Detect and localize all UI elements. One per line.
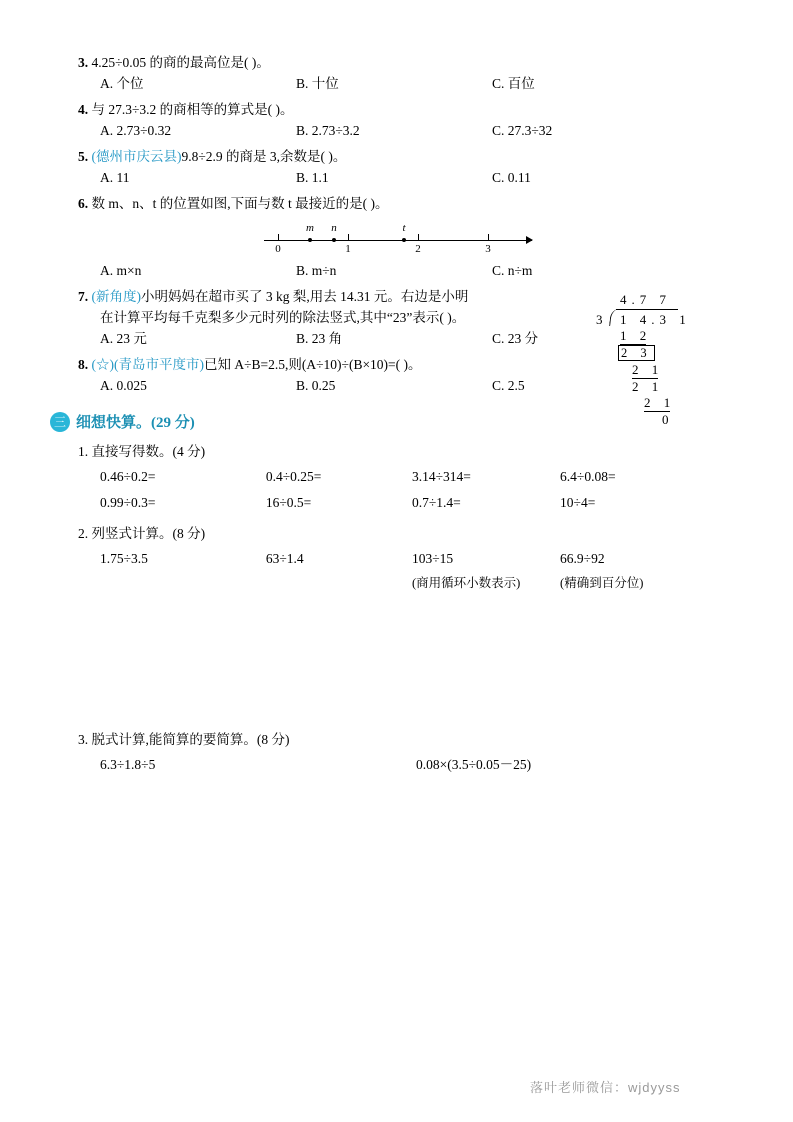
part-1-item-2: 0.4÷0.25= [265,469,322,484]
question-4-options [78,120,718,142]
question-6-text: 数 m、n、t 的位置如图,下面与数 t 最接近的是( )。 [91,196,389,211]
part-2-item-2: 63÷1.4 [265,551,304,566]
question-5 [78,146,718,189]
number-line-figure [78,216,718,260]
question-7-tag: (新角度) [91,289,141,304]
question-6-options [78,260,718,282]
section-three-number: 三 [50,412,70,432]
part-1-row-1 [78,464,718,490]
question-3-number: 3. [78,55,89,70]
question-4-option-b[interactable]: B. 2.73÷3.2 [296,123,360,138]
part-1-item-1: 0.46÷0.2= [100,469,156,484]
question-4-option-c[interactable]: C. 27.3÷32 [492,123,553,138]
question-6-number: 6. [78,196,89,211]
question-3-text: 4.25÷0.05 的商的最高位是( )。 [91,55,270,70]
number-line-label-1: 1 [345,243,351,255]
part-2-note-2 [266,572,412,594]
part-2-notes [78,572,718,594]
question-6-option-b[interactable]: B. m÷n [296,263,337,278]
number-line-arrow [526,236,533,244]
division-row-3: 2 1 [632,362,664,377]
part-1-item-7: 0.7÷1.4= [411,495,461,510]
division-boxed-23: 2 3 [618,345,655,361]
part-1 [78,440,718,516]
part-1-item-3: 3.14÷314= [411,469,471,484]
question-7-option-b[interactable]: B. 23 角 [296,331,343,346]
question-5-tag: (德州市庆云县) [91,149,182,164]
question-6-stem [78,193,718,214]
number-line-axis [264,240,532,241]
question-8-options [78,375,718,397]
question-3-option-a[interactable]: A. 个位 [100,76,144,91]
number-line-var-n: n [331,222,337,234]
question-4-stem [78,99,718,120]
question-3-stem [78,52,718,73]
question-6-option-a[interactable]: A. m×n [100,263,142,278]
question-5-option-c[interactable]: C. 0.11 [492,170,531,185]
division-dividend: 1 4.3 1 [620,312,691,327]
part-2-note-1 [100,572,266,594]
question-8-option-b[interactable]: B. 0.25 [296,378,336,393]
question-8-option-c[interactable]: C. 2.5 [492,378,525,393]
question-8-number: 8. [78,357,89,372]
part-3 [78,728,718,778]
part-2-note-4: (精确到百分位) [560,576,644,590]
part-2-note-3: (商用循环小数表示) [411,576,521,590]
part-2-item-3: 103÷15 [411,551,454,566]
division-row-4: 2 1 [632,379,664,394]
number-line-label-0: 0 [275,243,281,255]
section-three-title: 细想快算。(29 分) [76,415,195,431]
question-6-option-c[interactable]: C. n÷m [492,263,533,278]
part-3-item-2: 0.08×(3.5÷0.05－25) [416,757,532,772]
footer-watermark: 落叶老师微信：wjdyyss [530,1080,681,1095]
division-quotient: 4.7 7 [620,292,671,307]
question-4-option-a[interactable]: A. 2.73÷0.32 [100,123,172,138]
question-4-number: 4. [78,102,89,117]
part-1-item-6: 16÷0.5= [265,495,312,510]
part-3-label: 3. 脱式计算,能简算的要简算。(8 分) [78,732,290,747]
part-2-work-area[interactable] [78,594,718,722]
question-4-text: 与 27.3÷3.2 的商相等的算式是( )。 [91,102,294,117]
part-3-item-1: 6.3÷1.8÷5 [100,757,156,772]
part-2 [78,522,718,722]
question-5-option-a[interactable]: A. 11 [100,170,130,185]
number-line-label-3: 3 [485,243,491,255]
question-3 [78,52,718,95]
question-5-options [78,167,718,189]
question-8-tag: (☆)(青岛市平度市) [91,357,204,372]
question-8-option-a[interactable]: A. 0.025 [100,378,147,393]
question-4 [78,99,718,142]
part-2-items [78,546,718,572]
question-3-options [78,73,718,95]
question-7-text1: 小明妈妈在超市买了 3 kg 梨,用去 14.31 元。右边是小明 [141,289,469,304]
question-7-stem-line2: 在计算平均每千克梨多少元时列的除法竖式,其中“23”表示( )。 [100,310,466,325]
division-row-5: 2 1 [644,395,676,410]
question-7-number: 7. [78,289,89,304]
question-7-option-c[interactable]: C. 23 分 [492,331,539,346]
division-row-6: 0 [662,412,674,427]
part-3-items [78,752,718,778]
division-row-1: 1 2 [620,328,652,343]
part-1-row-2 [78,490,718,516]
worksheet-content [53,52,718,778]
part-1-label: 1. 直接写得数。(4 分) [78,444,206,459]
question-3-option-b[interactable]: B. 十位 [296,76,339,91]
part-2-label: 2. 列竖式计算。(8 分) [78,526,206,541]
part-1-item-4: 6.4÷0.08= [560,469,616,484]
number-line-var-m: m [306,222,314,234]
question-5-stem [78,146,718,167]
question-5-number: 5. [78,149,89,164]
part-2-item-4: 66.9÷92 [560,551,605,566]
question-6 [78,193,718,282]
part-2-item-1: 1.75÷3.5 [100,551,148,566]
division-divisor: 3 [596,312,603,327]
question-5-option-b[interactable]: B. 1.1 [296,170,329,185]
question-7-option-a[interactable]: A. 23 元 [100,331,147,346]
question-5-text: 9.8÷2.9 的商是 3,余数是( )。 [181,149,347,164]
part-1-item-5: 0.99÷0.3= [100,495,156,510]
section-three-header [50,411,718,432]
question-3-option-c[interactable]: C. 百位 [492,76,535,91]
number-line-label-2: 2 [415,243,421,255]
part-1-item-8: 10÷4= [560,495,596,510]
question-8-text: 已知 A÷B=2.5,则(A÷10)÷(B×10)=( )。 [203,357,422,372]
number-line-var-t: t [402,222,406,234]
